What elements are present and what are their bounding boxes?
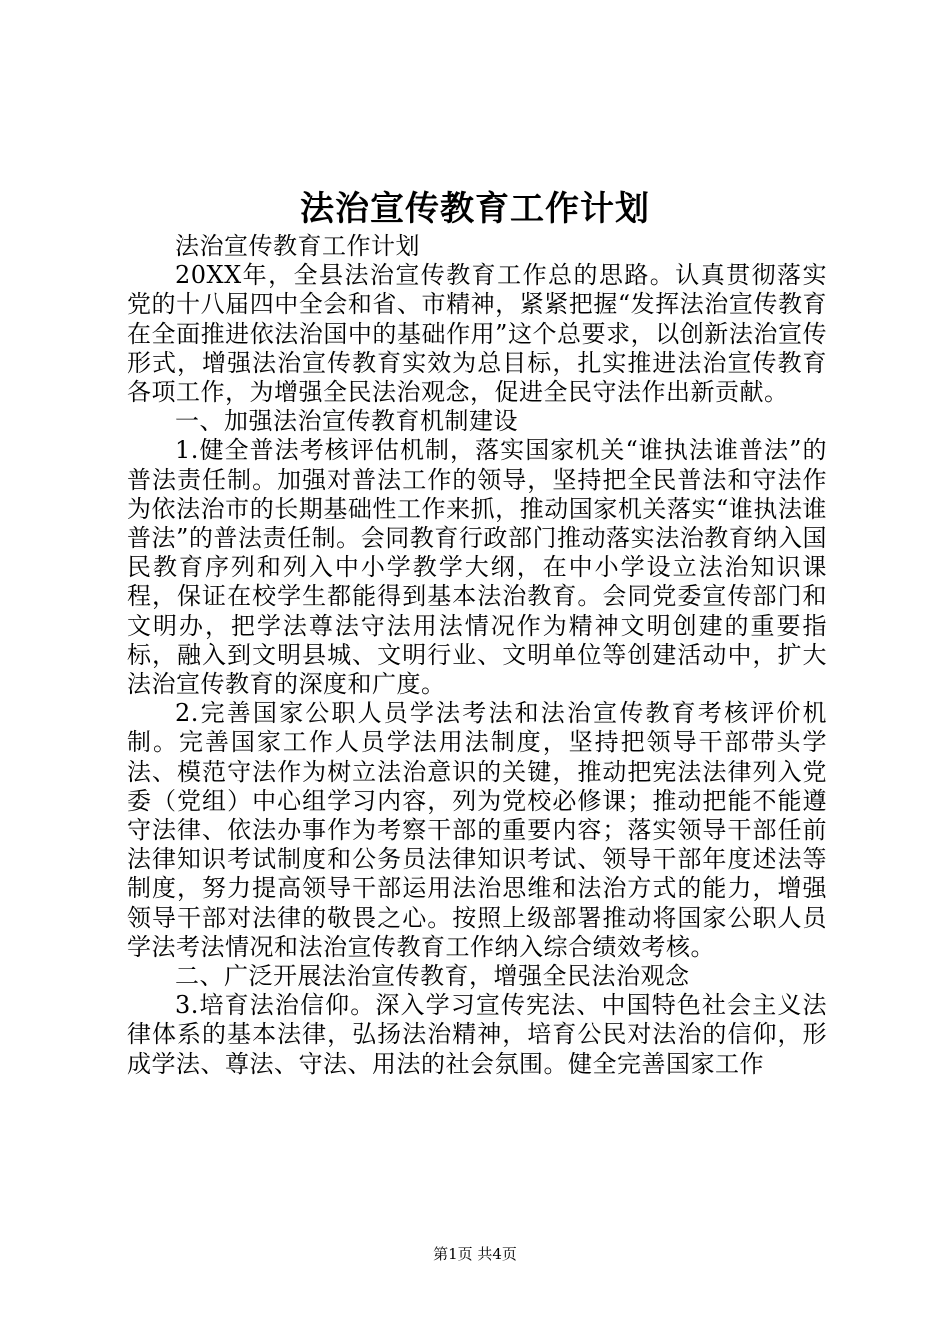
section-heading-1: 一、加强法治宣传教育机制建设	[175, 407, 518, 436]
paragraph-item-2: 2.完善国家公职人员学法考法和法治宣传教育考核评价机制。完善国家工作人员学法用法制度，坚持把领导干部带头学法、模范守法作为树立法治意识的关键，推动把宪法法律列入党委（党组）中心组学习内容，列为党校必修课；推动把能不能遵守法律、依法办事作为考察干部的重要内容；落实领导干部任前法律知识考试制度和公务员法律知识考试、领导干部年度述法等制度，努力提高领导干部运用法治思维和法治方式的能力，增强领导干部对法律的敬畏之心。按照上级部署推动将国家公职人员学法考法情况和法治宣传教育工作纳入综合绩效考核。	[127, 699, 827, 961]
document-body	[127, 232, 827, 1079]
page-footer: 第1页 共4页	[433, 1245, 517, 1263]
paragraph-item-3: 3.培育法治信仰。深入学习宣传宪法、中国特色社会主义法律体系的基本法律，弘扬法治精神，培育公民对法治的信仰，形成学法、尊法、守法、用法的社会氛围。健全完善国家工作	[127, 991, 827, 1078]
section-heading-2: 二、广泛开展法治宣传教育，增强全民法治观念	[175, 962, 690, 991]
paragraph-subtitle: 法治宣传教育工作计划	[175, 232, 420, 260]
document-title: 法治宣传教育工作计划	[300, 189, 650, 229]
paragraph-item-1: 1.健全普法考核评估机制，落实国家机关“谁执法谁普法”的普法责任制。加强对普法工作的领导，坚持把全民普法和守法作为依法治市的长期基础性工作来抓，推动国家机关落实“谁执法谁普法”的普法责任制。会同教育行政部门推动落实法治教育纳入国民教育序列和列入中小学教学大纲，在中小学设立法治知识课程，保证在校学生都能得到基本法治教育。会同党委宣传部门和文明办，把学法尊法守法用法情况作为精神文明创建的重要指标，融入到文明县城、文明行业、文明单位等创建活动中，扩大法治宣传教育的深度和广度。	[127, 436, 827, 699]
paragraph-intro: 20XX年，全县法治宣传教育工作总的思路。认真贯彻落实党的十八届四中全会和省、市精神，紧紧把握“发挥法治宣传教育在全面推进依法治国中的基础作用”这个总要求，以创新法治宣传形式，增强法治宣传教育实效为总目标，扎实推进法治宣传教育各项工作，为增强全民法治观念，促进全民守法作出新贡献。	[127, 261, 827, 407]
